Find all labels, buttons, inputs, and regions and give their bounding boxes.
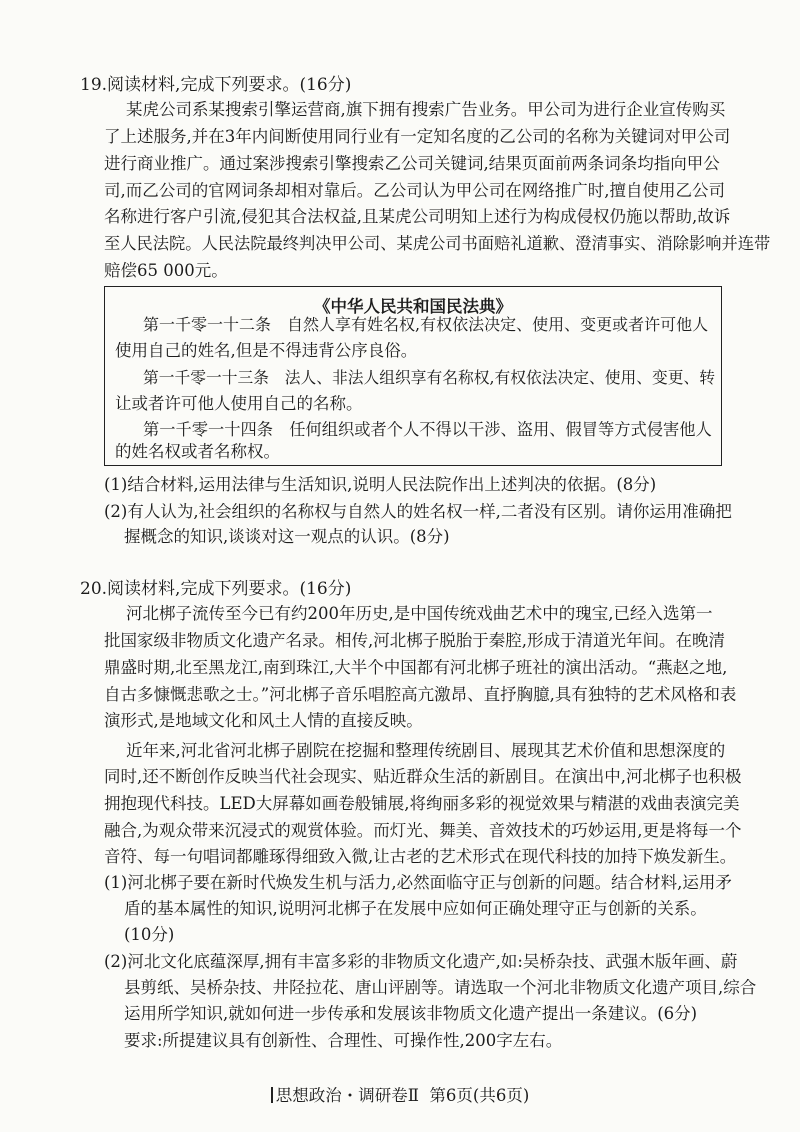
q19-material-line: 司,而乙公司的官网词条却相对靠后。乙公司认为甲公司在网络推广时,擅自使用乙公司: [104, 181, 725, 200]
q19-material-line: 进行商业推广。通过案涉搜索引擎搜索乙公司关键词,结果页面前两条词条均指向甲公: [104, 154, 720, 173]
q19-material-line: 名称进行客户引流,侵犯其合法权益,且某虎公司明知上述行为构成侵权仍施以帮助,故诉: [104, 207, 731, 226]
q20-question: (2)河北文化底蕴深厚,拥有丰富多彩的非物质文化遗产,如:吴桥杂技、武强木版年画、蔚: [104, 952, 738, 971]
q20-question: 盾的基本属性的知识,说明河北梆子在发展中应如何正确处理守正与创新的关系。: [124, 899, 707, 918]
q19-material-line: 了上述服务,并在3年内间断使用同行业有一定知名度的乙公司的名称为关键词对甲公司: [104, 127, 731, 146]
civil-code-line: 第一千零一十四条 任何组织或者个人不得以干涉、盗用、假冒等方式侵害他人: [143, 420, 712, 439]
civil-code-title: 《中华人民共和国民法典》: [314, 297, 512, 316]
civil-code-line: 使用自己的姓名,但是不得违背公序良俗。: [115, 341, 418, 360]
civil-code-line: 让或者许可他人使用自己的名称。: [115, 394, 363, 413]
civil-code-line: 第一千零一十二条 自然人享有姓名权,有权依法决定、使用、变更或者许可他人: [143, 315, 709, 334]
q19-question: (2)有人认为,社会组织的名称权与自然人的姓名权一样,二者没有区别。请你运用准确把: [104, 502, 732, 521]
q20-material-line: 同时,还不断创作反映当代社会现实、贴近群众生活的新剧目。在演出中,河北梆子也积极: [104, 767, 742, 786]
civil-code-box: [104, 286, 722, 466]
footer-bar: [271, 1087, 273, 1103]
q20-material-line: 拥抱现代科技。LED大屏幕如画卷般铺展,将绚丽多彩的视觉效果与精湛的戏曲表演完美: [104, 794, 740, 813]
q20-title: 20.阅读材料,完成下列要求。(16分): [80, 579, 352, 599]
q19-material-line: 某虎公司系某搜索引擎运营商,旗下拥有搜索广告业务。甲公司为进行企业宣传购买: [126, 100, 726, 119]
q19-title: 19.阅读材料,完成下列要求。(16分): [80, 75, 352, 95]
civil-code-line: 第一千零一十三条 法人、非法人组织享有名称权,有权依法决定、使用、变更、转: [143, 368, 716, 387]
civil-code-line: 的姓名权或者名称权。: [115, 442, 280, 461]
q20-material-line: 河北梆子流传至今已有约200年历史,是中国传统戏曲艺术中的瑰宝,已经入选第一: [126, 604, 713, 623]
q20-question: (1)河北梆子要在新时代焕发生机与活力,必然面临守正与创新的问题。结合材料,运用矛: [104, 873, 732, 892]
q20-material-line: 自古多慷慨悲歌之士。”河北梆子音乐唱腔高亢激昂、直抒胸臆,具有独特的艺术风格和表: [104, 685, 737, 704]
page-footer: [0, 1082, 800, 1106]
q20-material-line: 批国家级非物质文化遗产名录。相传,河北梆子脱胎于秦腔,形成于清道光年间。在晚清: [104, 631, 725, 650]
q19-material-line: 至人民法院。人民法院最终判决甲公司、某虎公司书面赔礼道歉、澄清事实、消除影响并连带: [104, 234, 771, 253]
q20-material-line: 近年来,河北省河北梆子剧院在挖掘和整理传统剧目、展现其艺术价值和思想深度的: [126, 741, 726, 760]
q19-material-line: 赔偿65 000元。: [104, 261, 228, 280]
q20-question: 运用所学知识,就如何进一步传承和发展该非物质文化遗产提出一条建议。(6分): [124, 1004, 698, 1023]
q20-question: (10分): [124, 925, 175, 944]
q19-question: 握概念的知识,谈谈对这一观点的认识。(8分): [124, 527, 450, 546]
q20-material-line: 音符、每一句唱词都雕琢得细致入微,让古老的艺术形式在现代科技的加持下焕发新生。: [104, 847, 737, 866]
footer-page-number: 第6页(共6页): [429, 1086, 530, 1105]
footer-subject: 思想政治・调研卷Ⅱ: [275, 1086, 419, 1105]
q19-question: (1)结合材料,运用法律与生活知识,说明人民法院作出上述判决的依据。(8分): [104, 475, 657, 494]
q20-question: 县剪纸、吴桥杂技、井陉拉花、唐山评剧等。请选取一个河北非物质文化遗产项目,综合: [124, 978, 757, 997]
q20-material-line: 鼎盛时期,北至黑龙江,南到珠江,大半个中国都有河北梆子班社的演出活动。“燕赵之地,: [104, 658, 728, 677]
q20-requirement: 要求:所提建议具有创新性、合理性、可操作性,200字左右。: [124, 1031, 563, 1050]
q20-material-line: 演形式,是地域文化和风土人情的直接反映。: [104, 711, 423, 730]
q20-material-line: 融合,为观众带来沉浸式的观赏体验。而灯光、舞美、音效技术的巧妙运用,更是将每一个: [104, 821, 742, 840]
